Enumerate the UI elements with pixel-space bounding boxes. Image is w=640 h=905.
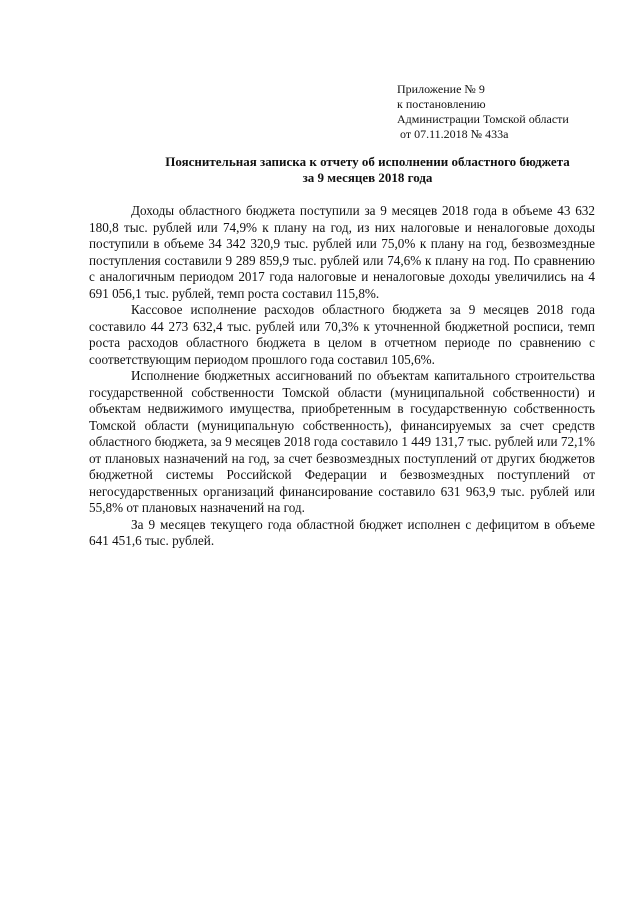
paragraph-revenues: Доходы областного бюджета поступили за 9 месяцев 2018 года в объеме 43 632 180,8 тыс. рублей или 74,9% к плану на год, из них налоговые и неналоговые доходы поступили в объеме 34 342 320,9 тыс. рублей или 75,0% к плану на год, безвозмездные поступления составили 9 289 859,9 тыс. рублей или 74,6% к плану на год. По сравнению с аналогичным периодом 2017 года налоговые и неналоговые доходы увеличились на 4 691 056,1 тыс. рублей, темп роста составил 115,8%. <box>89 203 595 301</box>
approval-resolution-label: к постановлению <box>397 97 486 111</box>
approval-block <box>397 82 627 142</box>
approval-date-number: от 07.11.2018 № 433а <box>400 127 509 141</box>
approval-appendix-number: Приложение № 9 <box>397 82 485 96</box>
document-title <box>100 154 635 186</box>
paragraph-capital-construction: Исполнение бюджетных ассигнований по объектам капитального строительства государственной собственности Томской области (муниципальной собственности) и объектам недвижимого имущества, приобретенным в государственную собственность Томской области (муниципальную собственность), финансируемых за счет средств областного бюджета, за 9 месяцев 2018 года составило 1 449 131,7 тыс. рублей или 72,1% от плановых назначений на год, за счет безвозмездных поступлений от других бюджетов бюджетной системы Российской Федерации и безвозмездных поступлений от негосударственных организаций финансирование составило 631 963,9 тыс. рублей или 55,8% от плановых назначений на год. <box>89 368 595 515</box>
paragraph-deficit: За 9 месяцев текущего года областной бюджет исполнен с дефицитом в объеме 641 451,6 тыс. рублей. <box>89 516 595 548</box>
document-title-line-2: за 9 месяцев 2018 года <box>302 170 433 185</box>
document-body <box>89 203 595 550</box>
document-title-line-1: Пояснительная записка к отчету об исполнении областного бюджета <box>165 154 570 169</box>
approval-authority: Администрации Томской области <box>397 112 569 126</box>
paragraph-expenditures: Кассовое исполнение расходов областного бюджета за 9 месяцев 2018 года составило 44 273 632,4 тыс. рублей или 70,3% к уточненной бюджетной росписи, темп роста расходов областного бюджета в целом в отчетном периоде по сравнению с соответствующим периодом прошлого года составил 105,6%. <box>89 302 595 367</box>
